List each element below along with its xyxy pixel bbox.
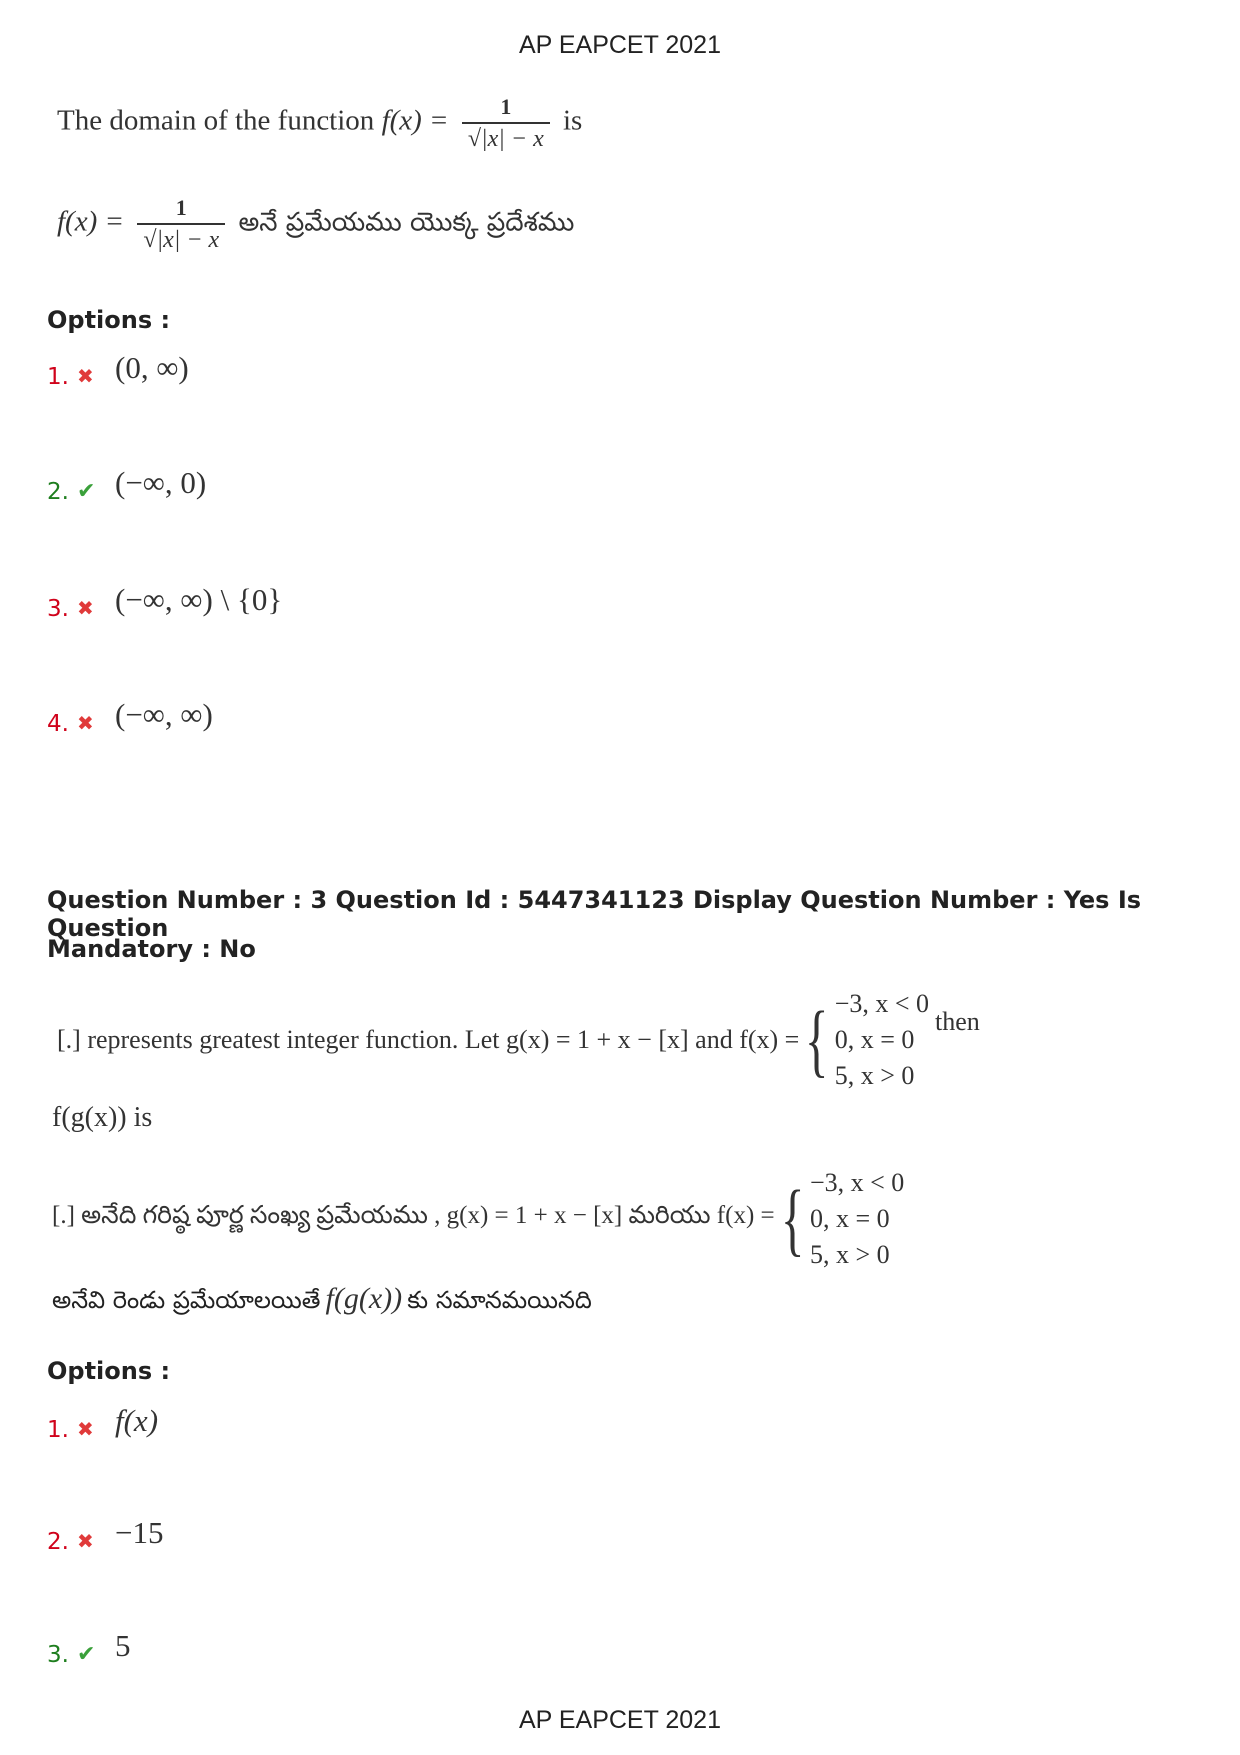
q1-option-4-number: 4. [47,711,69,737]
q2-en-case-3: 5, x > 0 [834,1061,915,1090]
q2-option-3-value: 5 [115,1628,131,1663]
q1-option-2-number: 2. [47,479,69,505]
q2-option-3 [47,1628,131,1668]
check-icon: ✔ [77,479,96,504]
q1-option-3-value: (−∞, ∞) \ {0} [115,582,283,617]
q1-option-3 [47,582,282,622]
q1-fx: f(x) = [381,104,449,137]
q1-te-fx: f(x) = [57,205,125,238]
q1-option-1-number: 1. [47,364,69,390]
q1-option-2-value: (−∞, 0) [115,465,207,500]
brace-icon: { [805,994,829,1085]
q2-te-prefix: అనేవి రెండు ప్రమేయాలయితే [52,1286,321,1314]
q1-telugu [57,193,574,255]
q1-option-2 [47,465,206,505]
q2-en-cases [835,986,929,1094]
q2-te-case-3: 5, x > 0 [809,1240,890,1269]
q1-prefix: The domain of the function [57,104,375,137]
check-icon: ✔ [77,1642,96,1667]
q2-telugu-line2 [52,1282,592,1320]
q2-te-case-1: −3, x < 0 [809,1168,905,1197]
q2-option-1-value: f(x) [115,1403,159,1438]
q2-te-text: [.] అనేది గరిష్ఠ పూర్ణ సంఖ్య ప్రమేయము , g(x) = 1 + x − [x] మరియు f(x) = [52,1202,775,1229]
q2-option-1 [47,1403,158,1443]
q2-option-2 [47,1515,163,1555]
q2-en-text: [.] represents greatest integer function. Let g(x) = 1 + x − [x] and f(x) = [57,1025,800,1054]
q1-option-1-value: (0, ∞) [115,350,189,385]
q2-telugu-line1 [52,1165,904,1273]
q2-meta-line1: Question Number : 3 Question Id : 5447341123 Display Question Number : Yes Is Question [47,886,1142,942]
q2-option-2-value: −15 [115,1515,164,1550]
cross-icon: ✖ [77,1529,94,1553]
q1-option-4-value: (−∞, ∞) [115,697,213,732]
q1-fraction [462,92,550,154]
q2-en-case-1: −3, x < 0 [834,989,930,1018]
q1-te-numerator: 1 [175,195,187,220]
q1-te-fraction [137,193,225,255]
q1-te-suffix: అనే ప్రమేయము యొక్క ప్రదేశము [238,207,575,238]
q2-te-suffix: కు సమానమయినది [407,1286,592,1314]
q2-meta-line2: Mandatory : No [47,935,256,963]
q2-option-2-number: 2. [47,1529,69,1555]
q2-te-case-2: 0, x = 0 [809,1204,890,1233]
q1-english [57,92,582,154]
q1-te-denominator: √|x| − x [137,223,225,255]
q1-options-label: Options : [47,306,171,334]
q1-option-4 [47,697,213,737]
q2-te-cases [810,1165,904,1273]
q1-suffix: is [563,104,583,137]
q1-numerator: 1 [500,94,512,119]
q1-option-1 [47,350,189,390]
q1-option-3-number: 3. [47,596,69,622]
q2-te-math: f(g(x)) [325,1282,403,1315]
q2-en-case-2: 0, x = 0 [834,1025,915,1054]
q1-denominator: √|x| − x [462,122,550,154]
cross-icon: ✖ [77,711,94,735]
page-footer: AP EAPCET 2021 [519,1706,721,1734]
q2-english-line2: f(g(x)) is [52,1102,153,1133]
cross-icon: ✖ [77,596,94,620]
q2-en-then: then [935,1007,980,1036]
q2-option-3-number: 3. [47,1642,69,1668]
q2-option-1-number: 1. [47,1417,69,1443]
q2-english-line1 [57,986,980,1094]
page-header: AP EAPCET 2021 [519,31,721,59]
q2-options-label: Options : [47,1357,171,1385]
cross-icon: ✖ [77,364,94,388]
cross-icon: ✖ [77,1417,94,1441]
brace-icon: { [780,1173,805,1264]
